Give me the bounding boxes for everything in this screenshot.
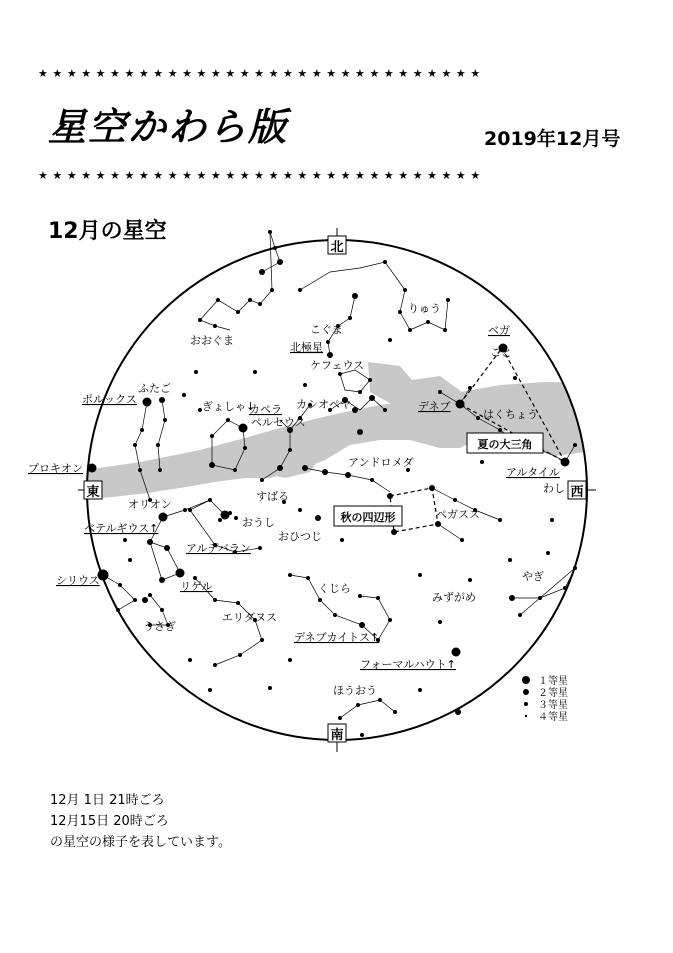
label-lepus: うさぎ xyxy=(143,620,176,633)
label-pleiades: すばる xyxy=(256,490,289,503)
legend-mag-2: ２等星 xyxy=(538,688,568,699)
label-eridanus: エリダヌス xyxy=(222,611,277,624)
direction-west: 西 xyxy=(570,485,584,500)
star-fomalhaut xyxy=(452,648,461,657)
label-draco: りゅう xyxy=(408,302,441,315)
star-pollux xyxy=(143,398,152,407)
label-pollux: ポルックス xyxy=(82,393,137,406)
note-line-3: の星空の様子を表しています。 xyxy=(50,835,231,850)
label-capricornus: やぎ xyxy=(522,570,544,583)
label-lyra: こと xyxy=(490,346,512,359)
label-polaris: 北極星 xyxy=(290,341,323,354)
newsletter-title: 星空かわら版 xyxy=(48,104,289,149)
label-great-square: 秋の四辺形 xyxy=(340,511,396,524)
label-vega: ベガ xyxy=(488,324,510,337)
label-altair: アルタイル xyxy=(506,466,560,479)
label-aquila: わし xyxy=(543,482,565,495)
direction-east: 東 xyxy=(86,485,100,500)
label-cassiopeia: カシオペヤ xyxy=(296,398,351,411)
observation-notes xyxy=(50,790,231,853)
star-border-bottom: ★★★★★★★★★★★★★★★★★★★★★★★★★★★★★★★ xyxy=(38,169,485,182)
label-summer-triangle: 夏の大三角 xyxy=(477,438,533,451)
label-fomalhaut: フォーマルハウト↑ xyxy=(360,658,456,671)
label-orion: オリオン xyxy=(128,498,172,511)
label-taurus: おうし xyxy=(242,516,275,529)
label-andromeda: アンドロメダ xyxy=(348,456,414,469)
star-border-top: ★★★★★★★★★★★★★★★★★★★★★★★★★★★★★★★ xyxy=(38,67,485,80)
star-altair xyxy=(561,458,570,467)
legend-mag-1: １等星 xyxy=(538,676,568,687)
note-line-2: 12月15日 20時ごろ xyxy=(50,814,169,829)
magnitude-legend xyxy=(522,674,568,723)
direction-north: 北 xyxy=(330,240,344,255)
star-deneb xyxy=(456,400,465,409)
label-perseus: ペルセウス xyxy=(251,416,306,429)
star-rigel xyxy=(176,569,185,578)
label-diphda: デネブカイトス↑ xyxy=(294,631,380,644)
label-deneb: デネブ xyxy=(418,400,451,413)
label-rigel: リゲル xyxy=(180,580,213,593)
direction-south: 南 xyxy=(330,728,344,743)
star-procyon xyxy=(88,464,97,473)
label-sirius: シリウス xyxy=(56,574,100,587)
label-aries: おひつじ xyxy=(278,530,322,543)
label-ursa-minor: こぐま xyxy=(310,323,343,336)
label-ursa-major: おおぐま xyxy=(190,334,234,347)
label-gemini: ふたご xyxy=(138,382,171,395)
star-betelgeuse xyxy=(159,513,168,522)
label-phoenix: ほうおう xyxy=(333,684,377,697)
label-cygnus: はくちょう xyxy=(483,408,538,421)
star-capella xyxy=(239,424,248,433)
label-betelgeuse: ベテルギウス↑ xyxy=(84,522,159,535)
legend-mag-4: ４等星 xyxy=(538,712,568,723)
star-aldebaran xyxy=(221,511,230,520)
label-auriga: ぎょしゃ↓ xyxy=(202,400,256,413)
chart-subtitle: 12月の星空 xyxy=(48,219,167,244)
constellation-labels xyxy=(28,302,565,697)
issue-date: 2019年12月号 xyxy=(484,128,621,150)
label-pisces: みずがめ xyxy=(432,591,476,604)
note-line-1: 12月 1日 21時ごろ xyxy=(50,793,165,808)
label-cetus: くじら xyxy=(318,582,351,595)
label-capella: カペラ xyxy=(249,403,282,416)
label-pegasus: ペガスス xyxy=(436,508,480,521)
label-cepheus: ケフェウス xyxy=(310,359,365,372)
label-aldebaran: アルデバラン xyxy=(186,542,251,555)
label-procyon: プロキオン xyxy=(28,462,83,475)
legend-mag-3: ３等星 xyxy=(538,700,568,711)
